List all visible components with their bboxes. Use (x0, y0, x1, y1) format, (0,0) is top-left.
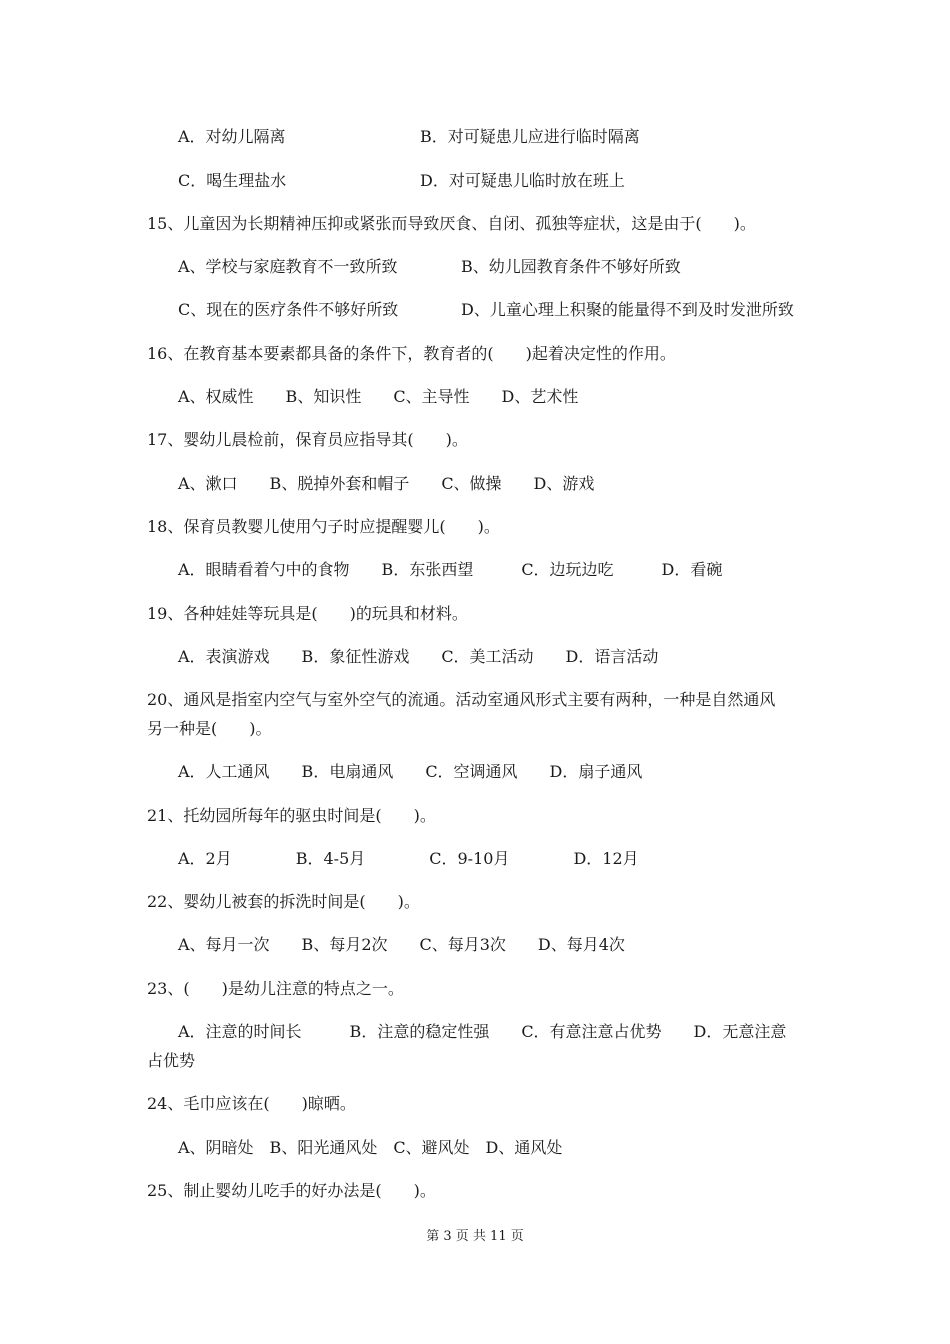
options-21: A．2月 B．4-5月 C．9-10月 D．12月 (178, 849, 639, 868)
question-23: 23、( )是幼儿注意的特点之一。 (147, 979, 404, 998)
question-22: 22、婴幼儿被套的拆洗时间是( )。 (147, 892, 420, 911)
option-d: D、儿童心理上积聚的能量得不到及时发泄所致 (461, 300, 794, 319)
options-16: A、权威性 B、知识性 C、主导性 D、艺术性 (178, 387, 579, 406)
option-a: A．对幼儿隔离 (178, 127, 286, 146)
options-20: A．人工通风 B．电扇通风 C．空调通风 D．扇子通风 (178, 762, 643, 781)
question-17: 17、婴幼儿晨检前，保育员应指导其( )。 (147, 430, 468, 449)
page-footer: 第 3 页 共 11 页 (426, 1229, 524, 1244)
option-c: C．喝生理盐水 (178, 171, 287, 190)
options-19: A．表演游戏 B．象征性游戏 C．美工活动 D．语言活动 (178, 647, 659, 666)
question-16: 16、在教育基本要素都具备的条件下，教育者的( )起着决定性的作用。 (147, 344, 676, 363)
option-a: A、学校与家庭教育不一致所致 (178, 257, 398, 276)
option-b: B、幼儿园教育条件不够好所致 (461, 257, 681, 276)
question-24: 24、毛巾应该在( )晾晒。 (147, 1094, 356, 1113)
options-23-cont: 占优势 (147, 1051, 196, 1070)
options-23: A．注意的时间长 B．注意的稳定性强 C．有意注意占优势 D．无意注意 (178, 1022, 787, 1041)
options-17: A、漱口 B、脱掉外套和帽子 C、做操 D、游戏 (178, 474, 595, 493)
options-24: A、阴暗处 B、阳光通风处 C、避风处 D、通风处 (178, 1138, 563, 1157)
options-22: A、每月一次 B、每月2次 C、每月3次 D、每月4次 (178, 935, 625, 954)
question-20: 20、通风是指室内空气与室外空气的流通。活动室通风形式主要有两种，一种是自然通风 (147, 690, 776, 709)
question-18: 18、保育员教婴儿使用勺子时应提醒婴儿( )。 (147, 517, 500, 536)
question-21: 21、托幼园所每年的驱虫时间是( )。 (147, 806, 436, 825)
option-b: B．对可疑患儿应进行临时隔离 (420, 127, 640, 146)
option-c: C、现在的医疗条件不够好所致 (178, 300, 399, 319)
option-d: D．对可疑患儿临时放在班上 (420, 171, 625, 190)
question-20-cont: 另一种是( )。 (147, 719, 272, 738)
question-25: 25、制止婴幼儿吃手的好办法是( )。 (147, 1181, 436, 1200)
question-19: 19、各种娃娃等玩具是( )的玩具和材料。 (147, 604, 468, 623)
options-18: A．眼睛看着勺中的食物 B．东张西望 C．边玩边吃 D．看碗 (178, 560, 723, 579)
question-15: 15、儿童因为长期精神压抑或紧张而导致厌食、自闭、孤独等症状，这是由于( )。 (147, 214, 756, 233)
